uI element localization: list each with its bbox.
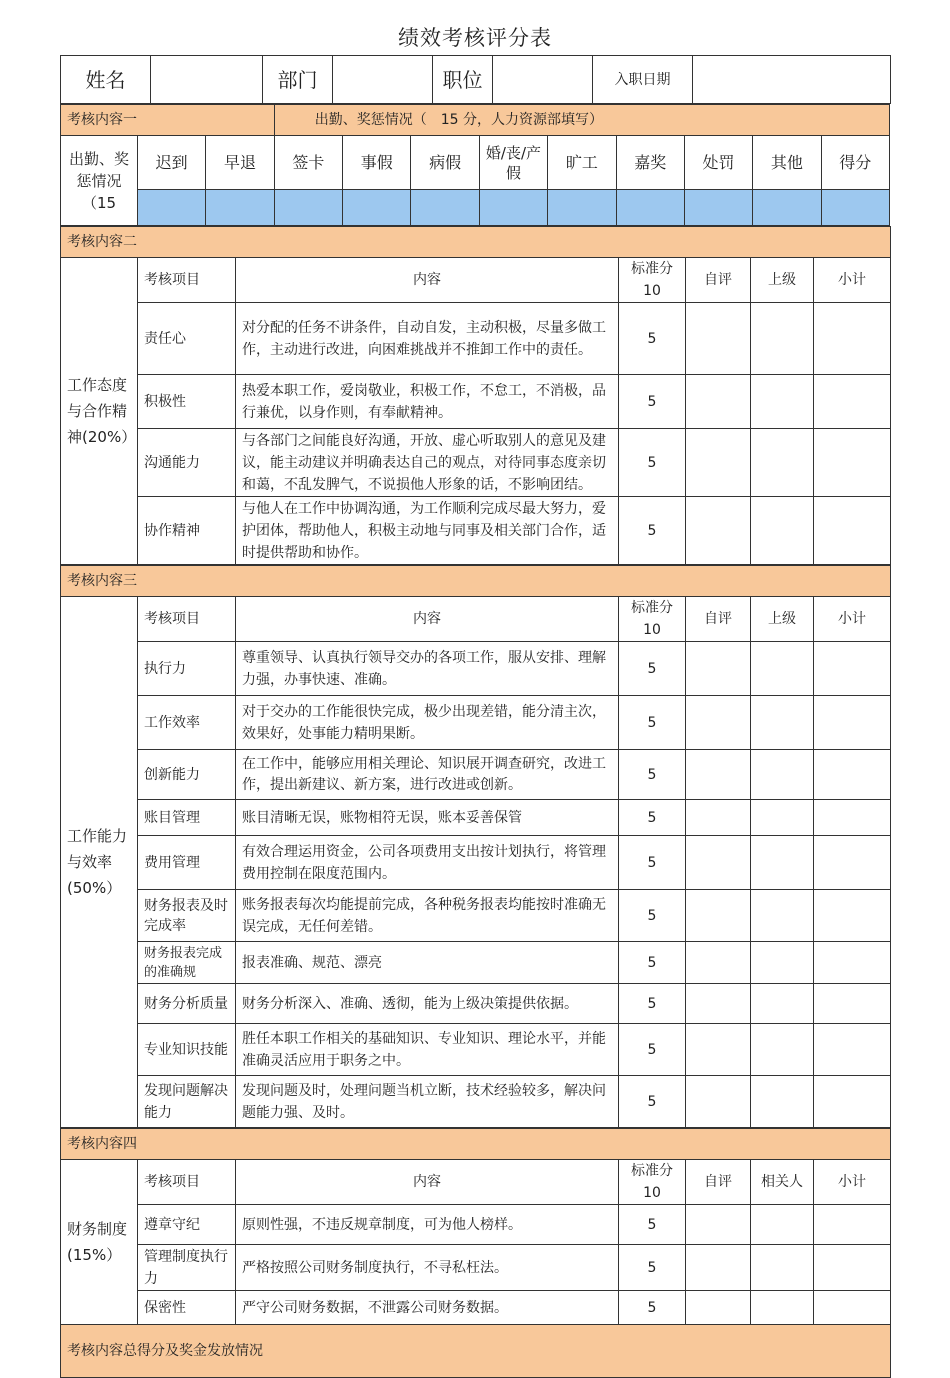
- self-score-input[interactable]: [686, 497, 751, 565]
- head-self: 自评: [686, 597, 751, 642]
- item-name: 专业知识技能: [138, 1024, 236, 1076]
- self-score-input[interactable]: [686, 890, 751, 942]
- item-score: 5: [619, 1291, 686, 1325]
- item-score: 5: [619, 750, 686, 800]
- subtotal-input[interactable]: [814, 1205, 891, 1245]
- item-content: 发现问题及时，处理问题当机立断，技术经验较多，解决问题能力强、及时。: [236, 1076, 619, 1128]
- entry-date-label: 入职日期: [593, 56, 693, 104]
- entry-date-field[interactable]: [693, 56, 891, 104]
- subtotal-input[interactable]: [814, 750, 891, 800]
- item-content: 账目清晰无误，账物相符无误，账本妥善保管: [236, 800, 619, 836]
- subtotal-input[interactable]: [814, 1024, 891, 1076]
- col-other: 其他: [753, 136, 821, 190]
- position-label: 职位: [433, 56, 493, 104]
- item-name: 费用管理: [138, 836, 236, 890]
- section4-table: [60, 1128, 891, 1378]
- item-score: 5: [619, 696, 686, 750]
- self-score-input[interactable]: [686, 696, 751, 750]
- sup-score-input[interactable]: [751, 497, 814, 565]
- penalty-input[interactable]: [684, 190, 752, 226]
- item-content: 对于交办的工作能很快完成，极少出现差错，能分清主次，效果好，处事能力精明果断。: [236, 696, 619, 750]
- head-sup: 上级: [751, 258, 814, 303]
- col-penalty: 处罚: [684, 136, 752, 190]
- item-name: 创新能力: [138, 750, 236, 800]
- item-content: 与各部门之间能良好沟通，开放、虚心听取别人的意见及建议，能主动建议并明确表达自己的观点，对待同事态度亲切和蔼，不乱发脾气，不说损他人形象的话，不影响团结。: [236, 429, 619, 497]
- item-name: 发现问题解决能力: [138, 1076, 236, 1128]
- self-score-input[interactable]: [686, 836, 751, 890]
- section4-side: 财务制度(15%）: [61, 1160, 138, 1325]
- form-title: 绩效考核评分表: [398, 26, 552, 50]
- col-absent: 旷工: [548, 136, 616, 190]
- marriage-leave-input[interactable]: [479, 190, 547, 226]
- name-label: 姓名: [61, 56, 151, 104]
- item-score: 5: [619, 429, 686, 497]
- head-related: 相关人: [751, 1160, 814, 1205]
- absent-input[interactable]: [548, 190, 616, 226]
- section2-label: 考核内容二: [61, 227, 891, 258]
- head-sub: 小计: [814, 258, 891, 303]
- item-score: 5: [619, 1245, 686, 1291]
- item-content: 对分配的任务不讲条件，自动自发，主动积极，尽量多做工作，主动进行改进，向困难挑战并不推卸工作中的责任。: [236, 303, 619, 375]
- related-score-input[interactable]: [751, 1291, 814, 1325]
- sup-score-input[interactable]: [751, 800, 814, 836]
- item-content: 财务分析深入、准确、透彻，能为上级决策提供依据。: [236, 984, 619, 1024]
- item-content: 在工作中，能够应用相关理论、知识展开调查研究，改进工作，提出新建议、新方案，进行改进或创新。: [236, 750, 619, 800]
- early-leave-input[interactable]: [206, 190, 274, 226]
- item-name: 财务报表完成的准确规: [138, 942, 236, 984]
- sign-input[interactable]: [274, 190, 342, 226]
- name-field[interactable]: [151, 56, 263, 104]
- col-marriage-leave: 婚/丧/产假: [479, 136, 547, 190]
- subtotal-input[interactable]: [814, 1291, 891, 1325]
- related-score-input[interactable]: [751, 1205, 814, 1245]
- item-score: 5: [619, 303, 686, 375]
- item-name: 执行力: [138, 642, 236, 696]
- item-content: 严格按照公司财务制度执行，不寻私枉法。: [236, 1245, 619, 1291]
- item-score: 5: [619, 1024, 686, 1076]
- item-content: 原则性强，不违反规章制度，可为他人榜样。: [236, 1205, 619, 1245]
- subtotal-input[interactable]: [814, 696, 891, 750]
- item-content: 账务报表每次均能提前完成，各种税务报表均能按时准确无误完成，无任何差错。: [236, 890, 619, 942]
- position-field[interactable]: [493, 56, 593, 104]
- late-input[interactable]: [138, 190, 206, 226]
- sick-leave-input[interactable]: [411, 190, 479, 226]
- section1-table: [60, 104, 890, 226]
- sup-score-input[interactable]: [751, 942, 814, 984]
- head-sup: 上级: [751, 597, 814, 642]
- item-name: 财务报表及时完成率: [138, 890, 236, 942]
- subtotal-input[interactable]: [814, 429, 891, 497]
- self-score-input[interactable]: [686, 1205, 751, 1245]
- self-score-input[interactable]: [686, 750, 751, 800]
- self-score-input[interactable]: [686, 942, 751, 984]
- item-name: 财务分析质量: [138, 984, 236, 1024]
- item-content: 热爱本职工作，爱岗敬业，积极工作，不怠工，不消极，品行兼优，以身作则，有奉献精神。: [236, 375, 619, 429]
- sup-score-input[interactable]: [751, 1024, 814, 1076]
- col-award: 嘉奖: [616, 136, 684, 190]
- item-name: 账目管理: [138, 800, 236, 836]
- award-input[interactable]: [616, 190, 684, 226]
- item-name: 积极性: [138, 375, 236, 429]
- item-content: 有效合理运用资金，公司各项费用支出按计划执行，将管理费用控制在限度范围内。: [236, 836, 619, 890]
- self-score-input[interactable]: [686, 1291, 751, 1325]
- section3-side: 工作能力与效率(50%）: [61, 597, 138, 1128]
- subtotal-input[interactable]: [814, 375, 891, 429]
- subtotal-input[interactable]: [814, 497, 891, 565]
- section1-label: 考核内容一: [61, 105, 275, 136]
- info-table: [60, 55, 891, 104]
- head-sub: 小计: [814, 597, 891, 642]
- self-score-input[interactable]: [686, 1245, 751, 1291]
- item-score: 5: [619, 984, 686, 1024]
- item-content: 尊重领导、认真执行领导交办的各项工作，服从安排、理解力强，办事快速、准确。: [236, 642, 619, 696]
- section3-table: [60, 565, 891, 1128]
- head-content: 内容: [236, 258, 619, 303]
- self-score-input[interactable]: [686, 375, 751, 429]
- subtotal-input[interactable]: [814, 1076, 891, 1128]
- sup-score-input[interactable]: [751, 375, 814, 429]
- subtotal-input[interactable]: [814, 890, 891, 942]
- self-score-input[interactable]: [686, 642, 751, 696]
- item-score: 5: [619, 800, 686, 836]
- self-score-input[interactable]: [686, 429, 751, 497]
- head-std: 标准分 10: [619, 258, 686, 303]
- col-late: 迟到: [138, 136, 206, 190]
- self-score-input[interactable]: [686, 303, 751, 375]
- sup-score-input[interactable]: [751, 750, 814, 800]
- sup-score-input[interactable]: [751, 1076, 814, 1128]
- subtotal-input[interactable]: [814, 836, 891, 890]
- section4-label: 考核内容四: [61, 1129, 891, 1160]
- sup-score-input[interactable]: [751, 984, 814, 1024]
- item-score: 5: [619, 836, 686, 890]
- dept-field[interactable]: [333, 56, 433, 104]
- section2-side: 工作态度与合作精神(20%）: [61, 258, 138, 565]
- head-item: 考核项目: [138, 597, 236, 642]
- item-content: 报表准确、规范、漂亮: [236, 942, 619, 984]
- col-personal-leave: 事假: [343, 136, 411, 190]
- section1-side: 出勤、奖惩情况（15: [61, 136, 138, 226]
- head-self: 自评: [686, 1160, 751, 1205]
- item-name: 遵章守纪: [138, 1205, 236, 1245]
- related-score-input[interactable]: [751, 1245, 814, 1291]
- section1-desc: 出勤、奖惩情况（ 15 分，人力资源部填写）: [274, 105, 889, 136]
- col-sign: 签卡: [274, 136, 342, 190]
- col-early-leave: 早退: [206, 136, 274, 190]
- head-content: 内容: [236, 1160, 619, 1205]
- self-score-input[interactable]: [686, 984, 751, 1024]
- col-sick-leave: 病假: [411, 136, 479, 190]
- subtotal-input[interactable]: [814, 984, 891, 1024]
- total-label: 考核内容总得分及奖金发放情况: [61, 1325, 891, 1378]
- col-score: 得分: [821, 136, 889, 190]
- head-sub: 小计: [814, 1160, 891, 1205]
- item-score: 5: [619, 942, 686, 984]
- item-name: 工作效率: [138, 696, 236, 750]
- subtotal-input[interactable]: [814, 303, 891, 375]
- sup-score-input[interactable]: [751, 303, 814, 375]
- head-item: 考核项目: [138, 258, 236, 303]
- item-score: 5: [619, 1076, 686, 1128]
- score-input[interactable]: [821, 190, 889, 226]
- item-name: 沟通能力: [138, 429, 236, 497]
- item-score: 5: [619, 1205, 686, 1245]
- head-std: 标准分 10: [619, 1160, 686, 1205]
- item-name: 保密性: [138, 1291, 236, 1325]
- self-score-input[interactable]: [686, 1024, 751, 1076]
- sup-score-input[interactable]: [751, 642, 814, 696]
- item-content: 严守公司财务数据，不泄露公司财务数据。: [236, 1291, 619, 1325]
- sup-score-input[interactable]: [751, 890, 814, 942]
- item-name: 责任心: [138, 303, 236, 375]
- item-score: 5: [619, 375, 686, 429]
- item-name: 管理制度执行力: [138, 1245, 236, 1291]
- subtotal-input[interactable]: [814, 800, 891, 836]
- item-score: 5: [619, 642, 686, 696]
- section3-label: 考核内容三: [61, 566, 891, 597]
- dept-label: 部门: [263, 56, 333, 104]
- personal-leave-input[interactable]: [343, 190, 411, 226]
- head-std: 标准分 10: [619, 597, 686, 642]
- item-content: 胜任本职工作相关的基础知识、专业知识、理论水平，并能准确灵活应用于职务之中。: [236, 1024, 619, 1076]
- head-content: 内容: [236, 597, 619, 642]
- sup-score-input[interactable]: [751, 429, 814, 497]
- subtotal-input[interactable]: [814, 642, 891, 696]
- subtotal-input[interactable]: [814, 1245, 891, 1291]
- head-self: 自评: [686, 258, 751, 303]
- item-score: 5: [619, 497, 686, 565]
- section2-table: [60, 226, 891, 565]
- other-input[interactable]: [753, 190, 821, 226]
- head-item: 考核项目: [138, 1160, 236, 1205]
- self-score-input[interactable]: [686, 800, 751, 836]
- item-name: 协作精神: [138, 497, 236, 565]
- subtotal-input[interactable]: [814, 942, 891, 984]
- sup-score-input[interactable]: [751, 696, 814, 750]
- sup-score-input[interactable]: [751, 836, 814, 890]
- self-score-input[interactable]: [686, 1076, 751, 1128]
- item-content: 与他人在工作中协调沟通，为工作顺利完成尽最大努力，爱护团体，帮助他人，积极主动地与同事及相关部门合作，适时提供帮助和协作。: [236, 497, 619, 565]
- item-score: 5: [619, 890, 686, 942]
- appraisal-sheet: [60, 55, 890, 1378]
